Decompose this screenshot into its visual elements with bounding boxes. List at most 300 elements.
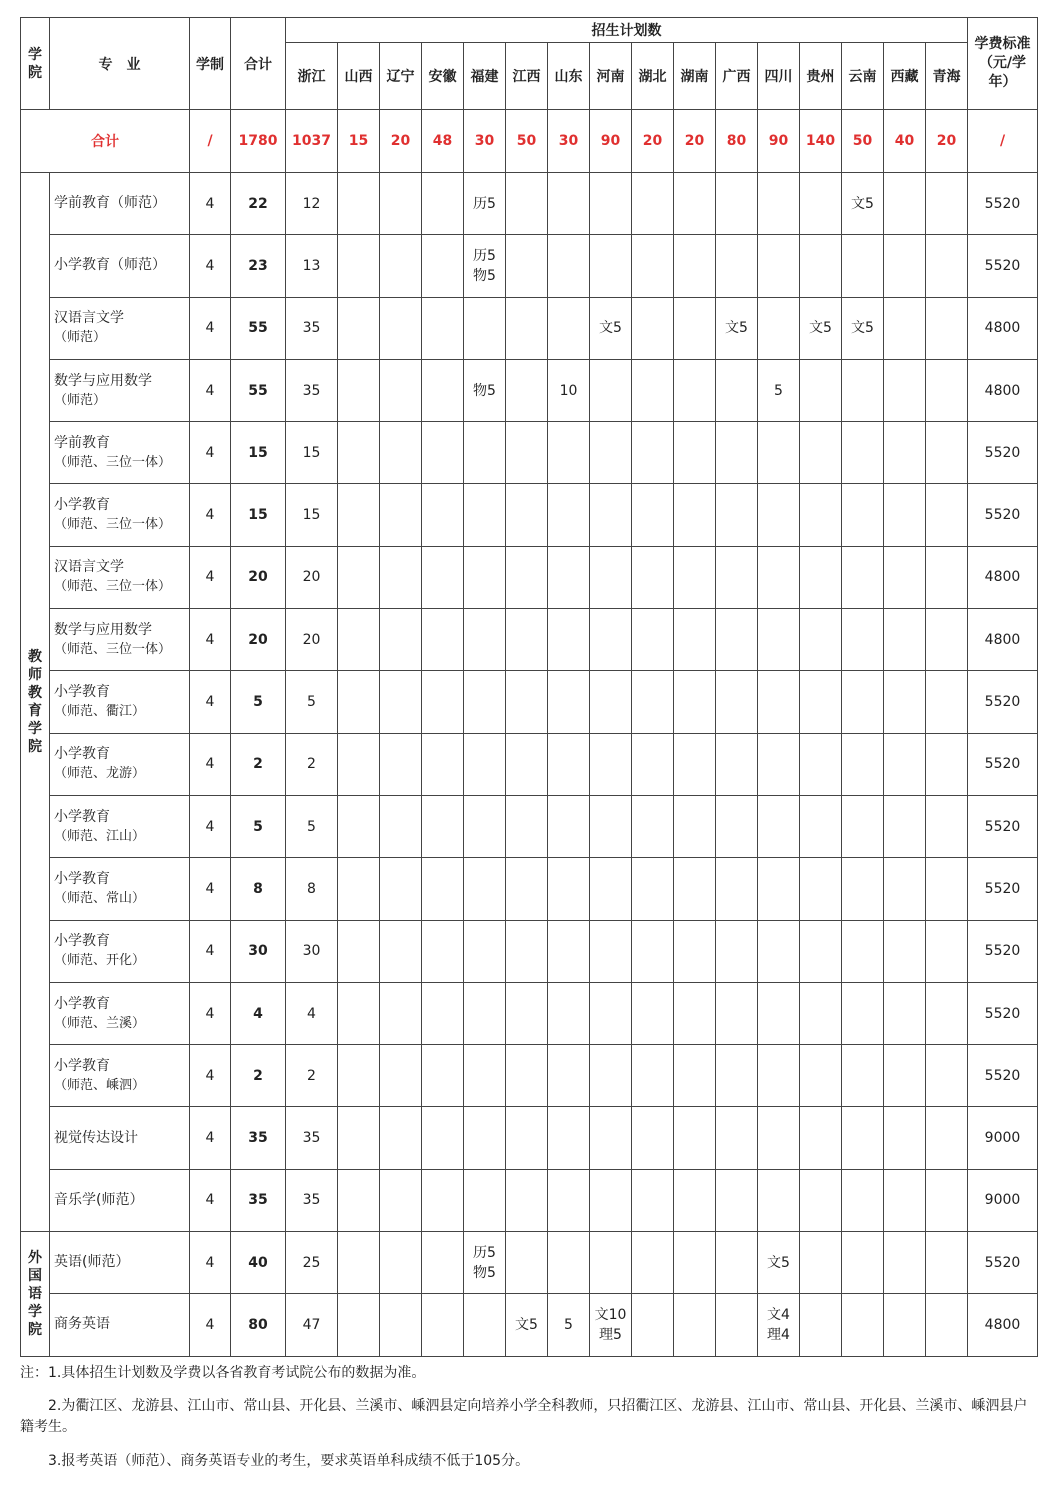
province-value [380,982,422,1044]
province-value [674,1294,716,1356]
province-value: 13 [286,235,338,297]
fee-cell: 5520 [968,173,1038,235]
province-value [590,359,632,421]
province-value [758,297,800,359]
province-value [926,920,968,982]
province-value [758,235,800,297]
province-value [842,858,884,920]
province-value [548,1169,590,1231]
province-value [674,422,716,484]
province-value [338,609,380,671]
major-subtitle: （师范） [54,330,107,346]
province-value [884,1169,926,1231]
major-title: 小学教育 [54,933,110,950]
province-value [674,671,716,733]
province-value [632,422,674,484]
fee-cell: 5520 [968,422,1038,484]
province-value: 30 [286,920,338,982]
province-value [590,484,632,546]
province-value [632,609,674,671]
province-value [800,609,842,671]
province-value [758,858,800,920]
major-title: 小学教育 [54,497,110,514]
province-value [464,1107,506,1169]
province-value [716,920,758,982]
fee-cell: 5520 [968,1045,1038,1107]
header-province: 青海 [926,43,968,110]
table-row [21,359,1038,421]
province-value [632,1294,674,1356]
province-value [422,173,464,235]
major-title: 学前教育 [54,434,110,451]
province-value [380,1232,422,1294]
major-title: 小学教育 [54,870,110,887]
enrollment-plan-table [20,17,1038,1357]
province-value [884,858,926,920]
province-value [590,1045,632,1107]
fee-cell: 4800 [968,609,1038,671]
table-row [21,920,1038,982]
total-value: 90 [590,110,632,173]
province-value [800,795,842,857]
province-value [842,733,884,795]
table-row [21,235,1038,297]
note-3: 3.报考英语（师范）、商务英语专业的考生，要求英语单科成绩不低于105分。 [48,1453,530,1469]
province-value [380,422,422,484]
province-value: 35 [286,1107,338,1169]
duration-cell: 4 [190,1107,231,1169]
province-value [464,609,506,671]
province-value [842,982,884,1044]
province-value [674,1232,716,1294]
province-value [884,173,926,235]
province-value [842,1169,884,1231]
province-value [380,1294,422,1356]
major-title: 数学与应用数学 [54,372,152,389]
total-cell: 2 [231,733,286,795]
header-college-text: 学院 [28,46,42,81]
province-value: 文5 [842,173,884,235]
province-value [464,1169,506,1231]
header-province: 辽宁 [380,43,422,110]
total-cell: 35 [231,1107,286,1169]
college-name-text: 外国语学院 [28,1249,42,1338]
total-cell: 22 [231,173,286,235]
header-fee [968,18,1038,110]
province-value [926,297,968,359]
major-title: 学前教育（师范） [54,195,166,212]
duration-cell: 4 [190,1169,231,1231]
duration-cell: 4 [190,795,231,857]
total-cell: 15 [231,484,286,546]
province-value [926,173,968,235]
major-name [50,1107,190,1169]
province-value [716,1107,758,1169]
province-value [590,173,632,235]
header-province: 湖北 [632,43,674,110]
province-value: 2 [286,1045,338,1107]
header-plan-group: 招生计划数 [286,18,968,43]
province-value [800,484,842,546]
province-value [506,359,548,421]
province-value: 历5 物5 [464,235,506,297]
province-value [632,297,674,359]
province-value [464,1294,506,1356]
major-title: 小学教育 [54,1057,110,1074]
header-province: 四川 [758,43,800,110]
major-title: 汉语言文学 [54,310,124,327]
major-title: 小学教育（师范） [54,257,166,274]
province-value [422,671,464,733]
province-value [674,609,716,671]
province-value [590,1107,632,1169]
province-value [884,1045,926,1107]
province-value [716,671,758,733]
province-value [380,484,422,546]
header-province: 湖南 [674,43,716,110]
total-cell: 2 [231,1045,286,1107]
province-value [758,671,800,733]
province-value: 5 [286,795,338,857]
province-value [548,1107,590,1169]
province-value [842,235,884,297]
header-duration: 学制 [190,18,231,110]
total-cell: 55 [231,297,286,359]
major-title: 英语(师范） [54,1254,130,1271]
province-value [926,1294,968,1356]
province-value: 8 [286,858,338,920]
province-value [926,1107,968,1169]
duration-cell: 4 [190,982,231,1044]
province-value [884,609,926,671]
province-value [548,546,590,608]
table-row [21,173,1038,235]
total-fee: / [968,110,1038,173]
province-value [464,671,506,733]
province-value [590,733,632,795]
province-value [716,982,758,1044]
major-name [50,297,190,359]
province-value [338,1294,380,1356]
province-value [926,484,968,546]
province-value [632,795,674,857]
province-value [674,733,716,795]
total-cell: 8 [231,858,286,920]
table-row [21,733,1038,795]
table-row [21,1169,1038,1231]
province-value [464,484,506,546]
province-value [422,1169,464,1231]
province-value [338,982,380,1044]
province-value: 20 [286,546,338,608]
province-value [338,733,380,795]
province-value [422,982,464,1044]
province-value [842,484,884,546]
province-value [926,359,968,421]
total-cell: 80 [231,1294,286,1356]
province-value [422,1232,464,1294]
province-value: 15 [286,422,338,484]
major-subtitle: （师范、三位一体） [54,579,172,595]
duration-cell: 4 [190,671,231,733]
province-value [506,1107,548,1169]
province-value: 5 [758,359,800,421]
province-value: 历5 [464,173,506,235]
province-value [380,858,422,920]
major-name [50,671,190,733]
province-value [758,795,800,857]
header-province: 广西 [716,43,758,110]
province-value: 25 [286,1232,338,1294]
major-name [50,1169,190,1231]
total-duration: / [190,110,231,173]
province-value: 文5 [590,297,632,359]
province-value [800,546,842,608]
total-cell: 30 [231,920,286,982]
province-value [338,235,380,297]
province-value [716,1294,758,1356]
fee-cell: 5520 [968,484,1038,546]
fee-cell: 4800 [968,546,1038,608]
major-name [50,982,190,1044]
province-value [926,1232,968,1294]
province-value [548,1045,590,1107]
duration-cell: 4 [190,359,231,421]
major-name [50,1232,190,1294]
province-value [422,858,464,920]
total-cell: 5 [231,671,286,733]
province-value [926,422,968,484]
province-value [926,235,968,297]
total-row [21,110,1038,173]
province-value [464,920,506,982]
province-value: 15 [286,484,338,546]
province-value [506,609,548,671]
province-value [338,1169,380,1231]
province-value [506,173,548,235]
duration-cell: 4 [190,609,231,671]
province-value [716,173,758,235]
province-value [632,671,674,733]
province-value [422,1294,464,1356]
province-value [758,422,800,484]
province-value [464,546,506,608]
province-value [380,795,422,857]
total-value: 80 [716,110,758,173]
province-value [548,173,590,235]
major-subtitle: （师范、兰溪） [54,1015,146,1031]
province-value [716,235,758,297]
province-value [674,484,716,546]
province-value [632,733,674,795]
province-value [842,671,884,733]
province-value [506,671,548,733]
duration-cell: 4 [190,920,231,982]
province-value [632,858,674,920]
province-value [380,733,422,795]
province-value [464,297,506,359]
province-value [464,858,506,920]
major-subtitle: （师范、龙游） [54,766,146,782]
total-value: 20 [674,110,716,173]
province-value [884,484,926,546]
notes [20,1363,1030,1485]
major-subtitle: （师范、三位一体） [54,454,172,470]
total-value: 50 [842,110,884,173]
province-value [800,235,842,297]
table-row [21,1107,1038,1169]
province-value [590,422,632,484]
major-subtitle: （师范、江山） [54,828,146,844]
province-value: 文5 [506,1294,548,1356]
major-name [50,733,190,795]
major-name [50,1045,190,1107]
total-cell: 4 [231,982,286,1044]
fee-cell: 4800 [968,1294,1038,1356]
fee-cell: 5520 [968,920,1038,982]
fee-cell: 5520 [968,733,1038,795]
province-value [506,235,548,297]
province-value [758,1169,800,1231]
header-province: 山西 [338,43,380,110]
total-value: 40 [884,110,926,173]
province-value [884,546,926,608]
province-value [422,359,464,421]
duration-cell: 4 [190,858,231,920]
total-value: 20 [632,110,674,173]
province-value [884,671,926,733]
header-total: 合计 [231,18,286,110]
province-value [338,297,380,359]
province-value [842,1045,884,1107]
province-value [506,1169,548,1231]
major-subtitle: （师范、开化） [54,953,146,969]
province-value [716,1232,758,1294]
province-value [926,733,968,795]
province-value [506,982,548,1044]
header-province: 福建 [464,43,506,110]
province-value [590,609,632,671]
province-value [842,920,884,982]
province-value [842,546,884,608]
province-value [632,1232,674,1294]
province-value [800,1169,842,1231]
fee-cell: 5520 [968,982,1038,1044]
header-fee-text: 学费标准（元/学年） [974,36,1031,90]
province-value [884,1107,926,1169]
table-row [21,1294,1038,1356]
province-value [674,173,716,235]
province-value [716,1045,758,1107]
total-value: 20 [380,110,422,173]
duration-cell: 4 [190,422,231,484]
province-value [380,1045,422,1107]
province-value [338,1232,380,1294]
province-value [674,1169,716,1231]
province-value [800,359,842,421]
province-value [674,982,716,1044]
duration-cell: 4 [190,235,231,297]
duration-cell: 4 [190,1294,231,1356]
province-value [380,920,422,982]
fee-cell: 5520 [968,1232,1038,1294]
province-value [674,920,716,982]
duration-cell: 4 [190,546,231,608]
province-value [548,671,590,733]
province-value [800,173,842,235]
total-cell: 20 [231,546,286,608]
province-value [800,422,842,484]
major-name [50,858,190,920]
major-subtitle: （师范、三位一体） [54,517,172,533]
province-value [800,733,842,795]
province-value [380,1107,422,1169]
province-value [800,920,842,982]
province-value [674,795,716,857]
province-value [926,671,968,733]
province-value [422,422,464,484]
province-value: 35 [286,1169,338,1231]
province-value [590,795,632,857]
duration-cell: 4 [190,484,231,546]
province-value [338,173,380,235]
fee-cell: 5520 [968,235,1038,297]
province-value [506,733,548,795]
province-value [800,1045,842,1107]
province-value [884,422,926,484]
province-value [548,484,590,546]
province-value: 物5 [464,359,506,421]
province-value [674,858,716,920]
total-cell: 5 [231,795,286,857]
header-province: 山东 [548,43,590,110]
fee-cell: 4800 [968,297,1038,359]
province-value [464,795,506,857]
province-value: 5 [286,671,338,733]
province-value [758,609,800,671]
major-title: 汉语言文学 [54,559,124,576]
province-value: 4 [286,982,338,1044]
province-value [758,484,800,546]
province-value: 2 [286,733,338,795]
province-value [506,858,548,920]
province-value [674,235,716,297]
province-value [716,795,758,857]
total-value: 140 [800,110,842,173]
province-value [842,795,884,857]
province-value [590,920,632,982]
province-value [548,422,590,484]
total-value: 20 [926,110,968,173]
duration-cell: 4 [190,173,231,235]
province-value [674,359,716,421]
major-title: 数学与应用数学 [54,621,152,638]
table-row [21,982,1038,1044]
province-value [506,1232,548,1294]
province-value [422,235,464,297]
major-subtitle: （师范） [54,392,107,408]
province-value [800,858,842,920]
province-value [590,982,632,1044]
major-subtitle: （师范、常山） [54,890,146,906]
major-name [50,795,190,857]
province-value [380,1169,422,1231]
province-value [926,1169,968,1231]
province-value [632,920,674,982]
province-value [842,359,884,421]
province-value [758,173,800,235]
province-value [758,1045,800,1107]
